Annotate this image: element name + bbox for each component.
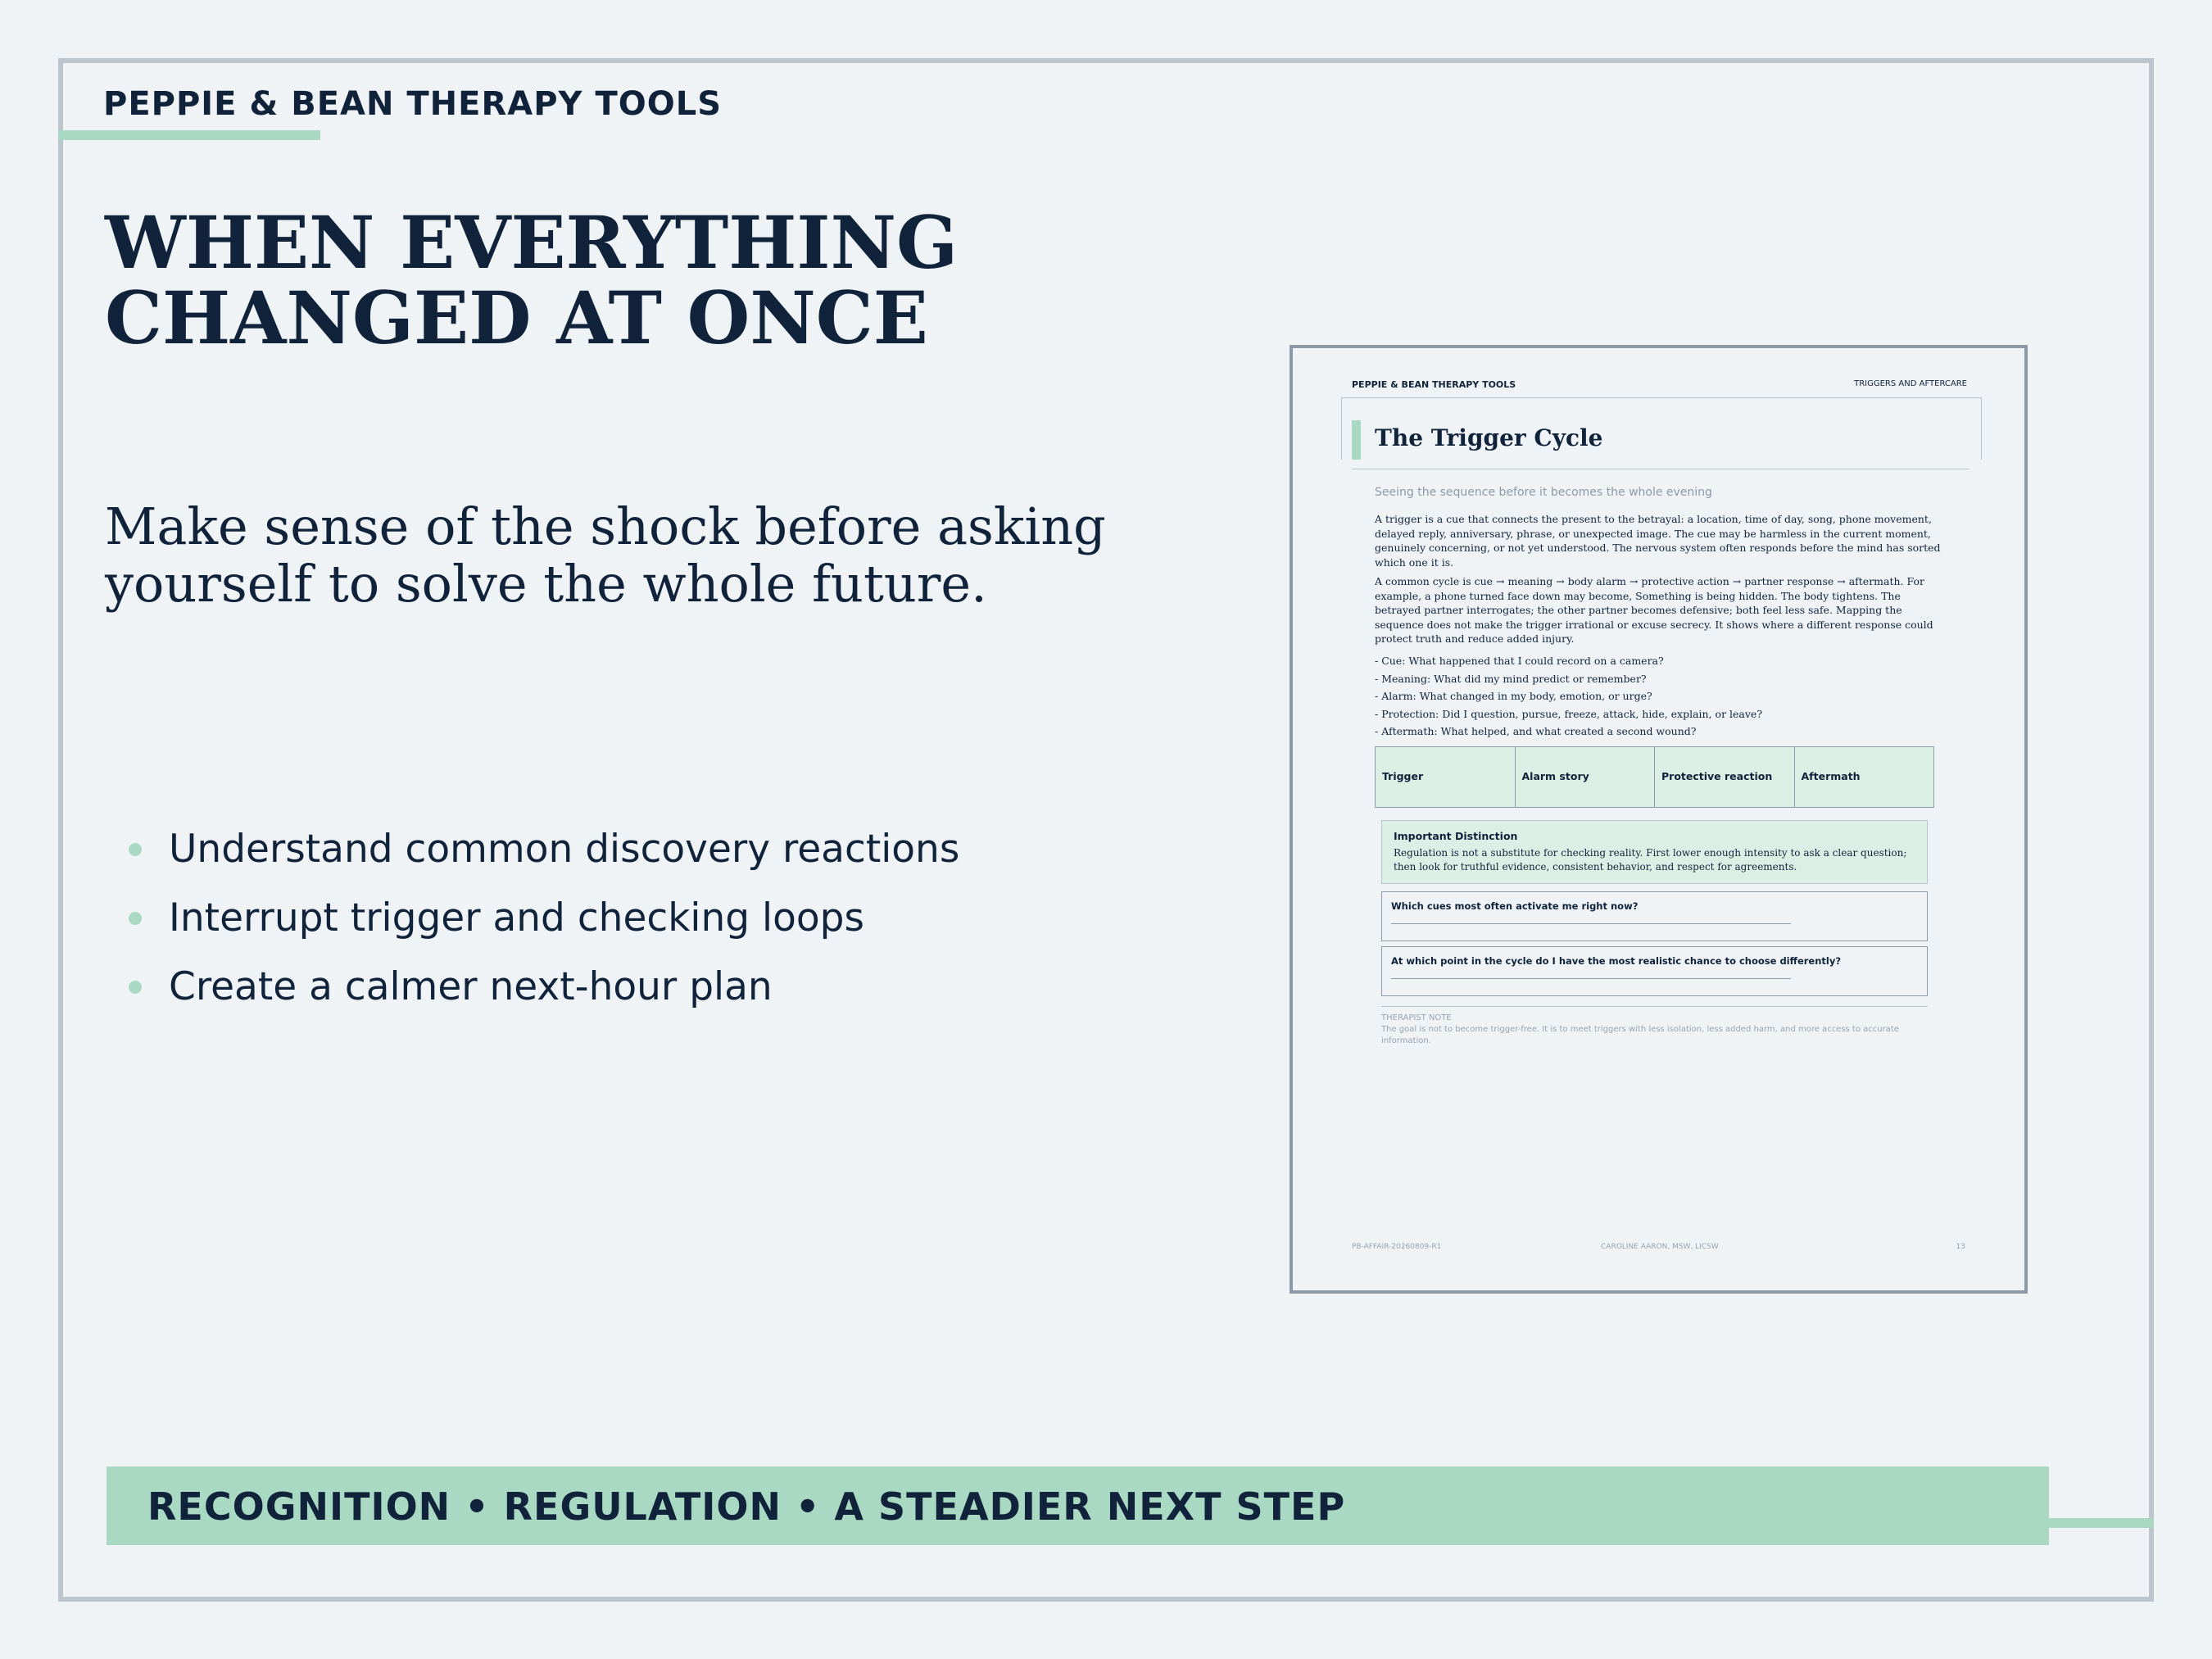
doc-list-item: - Meaning: What did my mind predict or remember?: [1375, 672, 1647, 685]
table-header-cell: Aftermath: [1801, 770, 1861, 782]
document-preview: [1290, 345, 2028, 1294]
headline-line: WHEN EVERYTHING: [105, 200, 959, 285]
bullet-item: [123, 822, 959, 891]
subhead-line: Make sense of the shock before asking: [105, 496, 1106, 556]
doc-section-label: TRIGGERS AND AFTERCARE: [1854, 379, 1967, 388]
doc-list-item: - Protection: Did I question, pursue, freeze, attack, hide, explain, or leave?: [1375, 707, 1763, 720]
slide-subhead: [105, 498, 1268, 613]
doc-list-item: - Aftermath: What helped, and what created a second wound?: [1375, 725, 1697, 737]
answer-line: [1391, 978, 1791, 979]
doc-paragraph: A common cycle is cue → meaning → body alarm → protective action → partner response → aftermath. For example, a phone turned face down may become, Something is being hidden. The body tightens. The betrayed partner interrogates; the other partner becomes defensive; both feel less safe. Mapping the sequence does not make the trigger irrational or excuse secrecy. It shows where a different response could protect truth and reduce added injury.: [1375, 575, 1933, 645]
headline-line: CHANGED AT ONCE: [105, 275, 928, 360]
doc-list-item: - Alarm: What changed in my body, emotion, or urge?: [1375, 690, 1652, 702]
table-header-cell: Trigger: [1376, 747, 1516, 807]
callout-heading: Important Distinction: [1394, 830, 1518, 842]
doc-brand: PEPPIE & BEAN THERAPY TOOLS: [1352, 379, 1516, 390]
therapist-note-divider: [1381, 1006, 1928, 1007]
doc-title: The Trigger Cycle: [1375, 424, 1603, 451]
footer-banner: [107, 1466, 2049, 1545]
answer-line: [1391, 923, 1791, 924]
bullet-text: Interrupt trigger and checking loops: [169, 895, 864, 941]
bullet-dot-icon: [129, 912, 142, 925]
bullet-item: [123, 891, 959, 959]
doc-title-accent: [1352, 420, 1361, 460]
doc-list-item: - Cue: What happened that I could record on a camera?: [1375, 655, 1664, 667]
footer-banner-text: RECOGNITION • REGULATION • A STEADIER NEXT STEP: [147, 1484, 1346, 1529]
footer-accent-rule: [2049, 1518, 2154, 1528]
subhead-line: yourself to solve the whole future.: [105, 554, 987, 614]
doc-cycle-table: [1375, 746, 1934, 808]
slide-headline: [105, 200, 1252, 360]
doc-reflection-box: [1381, 891, 1928, 941]
bullet-dot-icon: [129, 981, 142, 994]
callout-body: Regulation is not a substitute for checking reality. First lower enough intensity to ask a clear question; then look for truthful evidence, consistent behavior, and respect for agreements.: [1394, 847, 1907, 873]
table-header-cell: Protective reaction: [1655, 747, 1795, 807]
bullet-list: [123, 822, 959, 1028]
brand-label: PEPPIE & BEAN THERAPY TOOLS: [103, 85, 723, 123]
doc-callout: [1381, 820, 1928, 884]
doc-footer-code: PB-AFFAIR-20260809-R1: [1352, 1243, 1442, 1251]
therapist-note-body: The goal is not to become trigger-free. It is to meet triggers with less isolation, less added harm, and more access to accurate information.: [1381, 1025, 1899, 1045]
doc-paragraph: A trigger is a cue that connects the present to the betrayal: a location, time of day, song, phone movement, delayed reply, anniversary, phrase, or unexpected image. The cue may be harmless in the current moment, genuinely concerning, or not yet understood. The nervous system often responds before the mind has sorted which one it is.: [1375, 513, 1941, 569]
therapist-note-label: THERAPIST NOTE: [1381, 1013, 1452, 1022]
bullet-item: [123, 959, 959, 1028]
bullet-dot-icon: [129, 843, 142, 856]
doc-subtitle: Seeing the sequence before it becomes the whole evening: [1375, 486, 1712, 499]
brand-underline: [58, 130, 320, 140]
doc-question-list: [1375, 652, 1965, 741]
doc-page-number: 13: [1956, 1243, 1965, 1251]
bullet-text: Create a calmer next-hour plan: [169, 964, 773, 1009]
table-header-cell: Alarm story: [1516, 747, 1656, 807]
doc-footer-author: CAROLINE AARON, MSW, LICSW: [1601, 1243, 1719, 1251]
bullet-text: Understand common discovery reactions: [169, 827, 960, 872]
reflection-question: At which point in the cycle do I have the most realistic chance to choose differently?: [1391, 955, 1842, 967]
doc-reflection-box: [1381, 946, 1928, 996]
reflection-question: Which cues most often activate me right now?: [1391, 900, 1639, 912]
